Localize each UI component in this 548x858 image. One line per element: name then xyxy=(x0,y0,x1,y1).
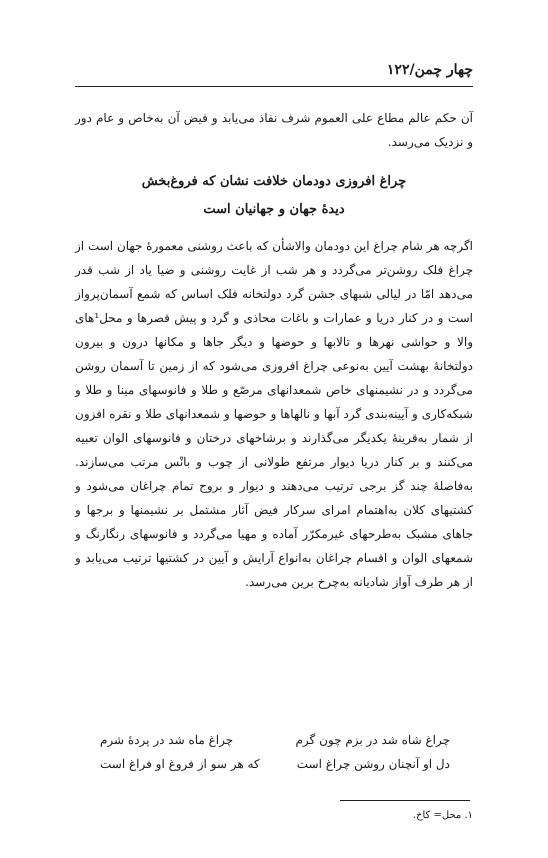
section-heading-line-1: چراغ افروزی دودمان خلافت نشان که فروغ‌بخش xyxy=(141,174,407,189)
footnote-rule xyxy=(340,800,470,801)
verse-hemistich: دل او آنچنان روشن چراغ است xyxy=(296,757,450,771)
header-rule xyxy=(75,86,473,87)
verse-hemistich: که هر سو از فروغ او فراغ است xyxy=(100,757,260,771)
section-heading-line-2: دیدهٔ جهان و جهانیان است xyxy=(203,202,345,217)
verse-block xyxy=(100,728,450,776)
section-heading xyxy=(75,168,473,224)
main-paragraph: اگرچه هر شام چراغ این دودمان والاشأن که باعث روشنی معمورهٔ جهان است از چراغ فلک روشن‌تر می‌گردد و هر شب از غایت روشنی و ضیا یاد از شب قدر می‌دهد امّا در لیالی شبهای جشن گرد دولتخانه فلک اساس که شمع آسمان‌پرواز است و در کنار دریا و عمارات و باغات محاذی و گرد و پیش قصرها و محل¹های والا و حواشی نهرها و تالابها و حوضها و دیگر جاها و مکانها درون و بیرون دولتخانهٔ بهشت آیین به‌نوعی چراغ افروزی می‌شود که از زمین تا آسمان روشن می‌گردد و در نشیمنهای خاص شمعدانهای مرصّع و طلا و فانوسهای مینا و طلا و شبکه‌کاری و آیینه‌بندی گرد آبها و نالهاها و حوضها و شمعدانهای طلا و نقره افزون از شمار به‌قرینهٔ یکدیگر می‌گذارند و برشاخهای درختان و فانوسهای الوان تعبیه می‌کنند و بر کنار دریا دیوار مرتفع طولانی از چوب و بانْس مرتب می‌سازند. به‌فاصلهٔ چند گز برجی ترتیب می‌دهند و دیوار و بروج تمام چراغان می‌شود و کشتیهای کلان به‌اهتمام امرای سرکار فیض آثار مشتمل بر نشیمنها و برجها و جاهای مشبک به‌طرحهای غیرمکرّر آماده و مهیا می‌گردد و فانوسهای رنگارنگ و شمعهای الوان و اقسام چراغان به‌انواع آرایش و آیین در کشتیها ترتیب می‌یابد و از هر طرف آواز شادیانه به‌چرخ برین می‌رسد. xyxy=(75,239,473,589)
verse-line-1 xyxy=(100,728,450,752)
running-head: چهار چمن/۱۲۲ xyxy=(386,62,473,78)
footnote: ۱. محل= کاخ. xyxy=(412,810,473,821)
verse-hemistich: چراغ ماه شد در پردهٔ شرم xyxy=(100,733,234,747)
verse-line-2 xyxy=(100,752,450,776)
verse-hemistich: چراغ شاه شد در بزم چون گرم xyxy=(295,733,450,747)
intro-paragraph: آن حکم عالم مطاع علی العموم شرف نفاذ می‌یابد و فیض آن به‌خاص و عام دور و نزدیک می‌رسد. xyxy=(75,111,473,149)
